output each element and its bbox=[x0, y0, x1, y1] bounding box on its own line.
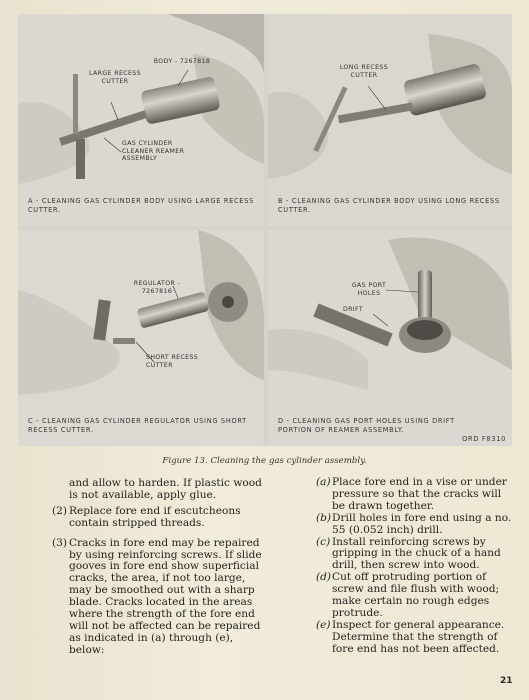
photo-d bbox=[268, 230, 512, 446]
photo-panel-c bbox=[18, 230, 264, 446]
figure-reference-number: ORD F8310 bbox=[462, 435, 506, 443]
right-column bbox=[316, 477, 516, 656]
label-gas-port-holes: GAS PORT HOLES bbox=[351, 282, 387, 297]
page-number: 21 bbox=[500, 676, 513, 686]
photo-panel-b bbox=[268, 14, 512, 226]
photo-c bbox=[18, 230, 264, 446]
label-reamer-assembly: GAS CYLINDER CLEANER REAMER ASSEMBLY bbox=[122, 140, 185, 162]
label-large-recess-cutter: LARGE RECESS CUTTER bbox=[89, 70, 141, 85]
label-long-recess-cutter: LONG RECESS CUTTER bbox=[339, 64, 389, 79]
caption-panel-a: A - CLEANING GAS CYLINDER BODY USING LARGE RECESS CUTTER. bbox=[28, 197, 254, 214]
caption-panel-b: B - CLEANING GAS CYLINDER BODY USING LONG RECESS CUTTER. bbox=[278, 197, 500, 214]
intro-paragraph: and allow to harden. If plastic wood is not available, apply glue. bbox=[69, 477, 262, 501]
photo-b bbox=[268, 14, 512, 226]
paragraph-3: (3) Cracks in fore end may be repaired by using reinforcing screws. If slide gooves in fore end show superficial cracks, the area, if not too large, may be smoothed out with a sharp blade. Cracks located in the areas where the strength of the fore end will not be affected can be repaired as indicated in (a) through (e), below: bbox=[52, 536, 262, 656]
label-short-recess-cutter: SHORT RECESS CUTTER bbox=[146, 354, 199, 369]
figure-13 bbox=[18, 14, 512, 446]
paragraph-2: (2) Replace fore end if escutcheons contain stripped threads. bbox=[52, 504, 241, 529]
list-item: (b) Drill holes in fore end using a no. 55 (0.052 inch) drill. bbox=[316, 511, 512, 536]
photo-panel-a bbox=[18, 14, 264, 226]
list-item: (a) Place fore end in a vise or under pressure so that the cracks will be drawn together. bbox=[316, 476, 507, 512]
left-column bbox=[52, 478, 264, 660]
list-item: (d) Cut off protruding portion of screw and file flush with wood; make certain no rough edges protrude. bbox=[316, 571, 500, 619]
list-item: (c) Install reinforcing screws by gripping in the chuck of a hand drill, then screw into wood. bbox=[316, 535, 501, 572]
label-body: BODY - 7267818 bbox=[153, 58, 211, 65]
list-item: (e) Inspect for general appearance. Determine that the strength of fore end has not been affected. bbox=[316, 618, 505, 655]
caption-panel-d: D - CLEANING GAS PORT HOLES USING DRIFT PORTION OF REAMER ASSEMBLY. bbox=[278, 417, 455, 434]
photo-a bbox=[18, 14, 264, 226]
caption-panel-c: C - CLEANING GAS CYLINDER REGULATOR USING SHORT RECESS CUTTER. bbox=[28, 417, 247, 434]
figure-caption: Figure 13. Cleaning the gas cylinder assembly. bbox=[162, 456, 367, 466]
label-regulator: REGULATOR - 7267816 bbox=[133, 280, 181, 295]
label-drift: DRIFT bbox=[342, 306, 364, 313]
photo-panel-d bbox=[268, 230, 512, 446]
